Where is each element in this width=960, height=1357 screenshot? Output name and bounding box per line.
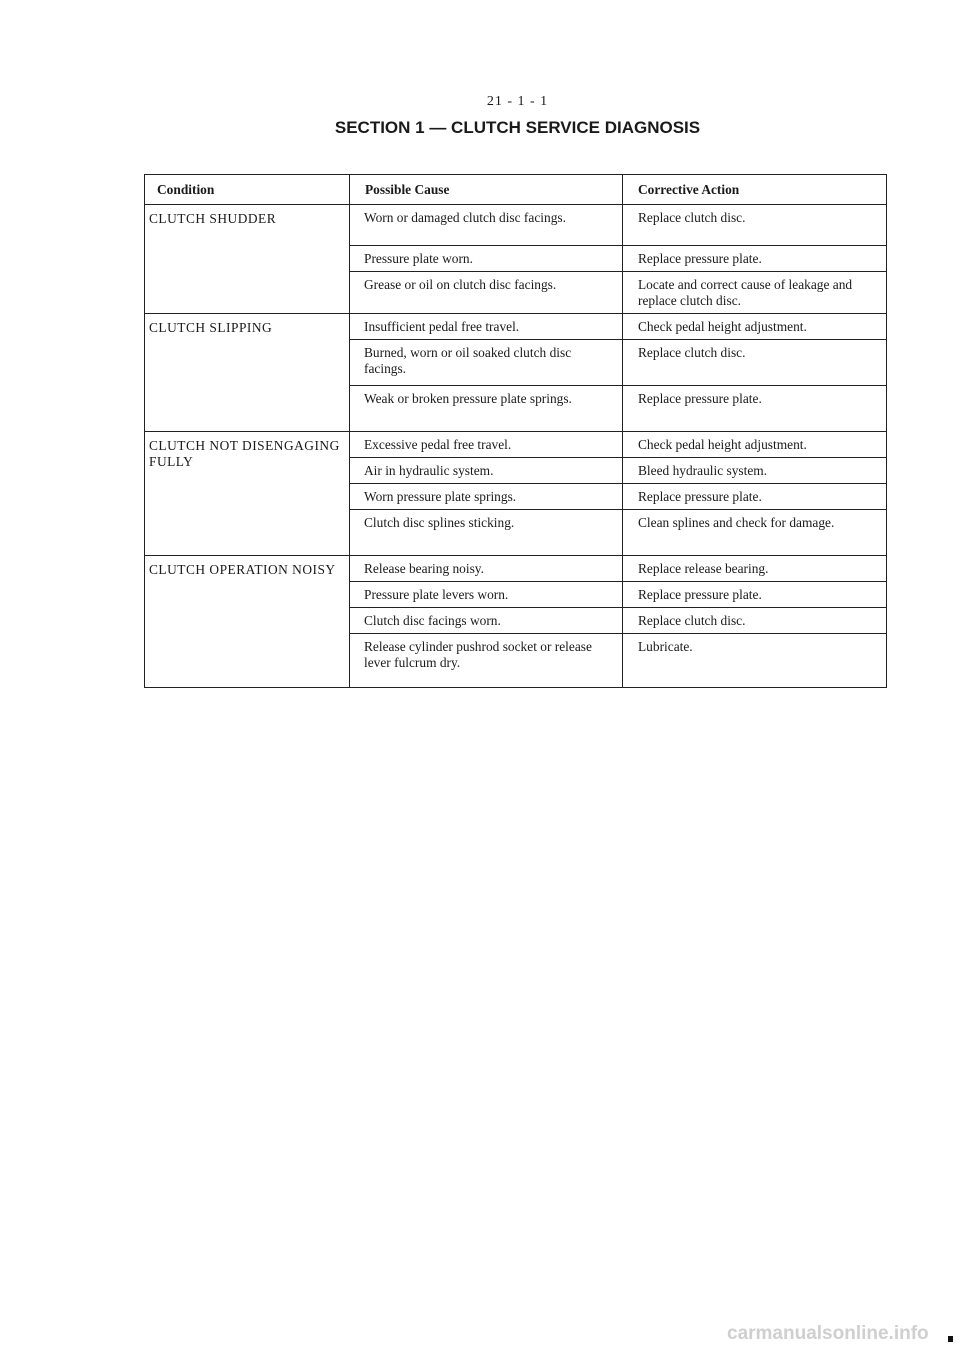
action-cell: Lubricate. xyxy=(623,634,887,688)
cause-cell: Release cylinder pushrod socket or release lever fulcrum dry. xyxy=(350,634,623,688)
action-cell: Replace pressure plate. xyxy=(623,582,887,608)
condition-cell: CLUTCH SLIPPING xyxy=(145,314,350,432)
action-cell: Replace pressure plate. xyxy=(623,386,887,432)
condition-cell: CLUTCH NOT DISENGAGING FULLY xyxy=(145,432,350,556)
header-condition: Condition xyxy=(145,175,350,205)
table-row xyxy=(145,205,887,246)
cause-cell: Burned, worn or oil soaked clutch disc facings. xyxy=(350,340,623,386)
cause-cell: Worn or damaged clutch disc facings. xyxy=(350,205,623,246)
action-cell: Replace clutch disc. xyxy=(623,608,887,634)
cause-cell: Clutch disc splines sticking. xyxy=(350,510,623,556)
action-cell: Check pedal height adjustment. xyxy=(623,432,887,458)
cause-cell: Release bearing noisy. xyxy=(350,556,623,582)
action-cell: Replace clutch disc. xyxy=(623,340,887,386)
condition-cell: CLUTCH OPERATION NOISY xyxy=(145,556,350,688)
action-cell: Check pedal height adjustment. xyxy=(623,314,887,340)
header-possible-cause: Possible Cause xyxy=(350,175,623,205)
action-cell: Replace clutch disc. xyxy=(623,205,887,246)
condition-cell: CLUTCH SHUDDER xyxy=(145,205,350,314)
action-cell: Replace release bearing. xyxy=(623,556,887,582)
action-cell: Clean splines and check for damage. xyxy=(623,510,887,556)
cause-cell: Pressure plate worn. xyxy=(350,246,623,272)
corner-mark xyxy=(948,1336,953,1342)
section-title: SECTION 1 — CLUTCH SERVICE DIAGNOSIS xyxy=(334,118,701,137)
cause-cell: Worn pressure plate springs. xyxy=(350,484,623,510)
action-cell: Locate and correct cause of leakage and replace clutch disc. xyxy=(623,272,887,314)
cause-cell: Grease or oil on clutch disc facings. xyxy=(350,272,623,314)
cause-cell: Clutch disc facings worn. xyxy=(350,608,623,634)
action-cell: Replace pressure plate. xyxy=(623,246,887,272)
cause-cell: Air in hydraulic system. xyxy=(350,458,623,484)
cause-cell: Weak or broken pressure plate springs. xyxy=(350,386,623,432)
table-row xyxy=(145,432,887,458)
table-row xyxy=(145,556,887,582)
watermark: carmanualsonline.info xyxy=(727,1323,929,1344)
page-number: 21 - 1 - 1 xyxy=(486,94,549,109)
cause-cell: Excessive pedal free travel. xyxy=(350,432,623,458)
action-cell: Replace pressure plate. xyxy=(623,484,887,510)
table-row xyxy=(145,314,887,340)
header-corrective-action: Corrective Action xyxy=(623,175,887,205)
diagnosis-table xyxy=(144,174,887,688)
cause-cell: Insufficient pedal free travel. xyxy=(350,314,623,340)
action-cell: Bleed hydraulic system. xyxy=(623,458,887,484)
cause-cell: Pressure plate levers worn. xyxy=(350,582,623,608)
table-header-row xyxy=(145,175,887,205)
